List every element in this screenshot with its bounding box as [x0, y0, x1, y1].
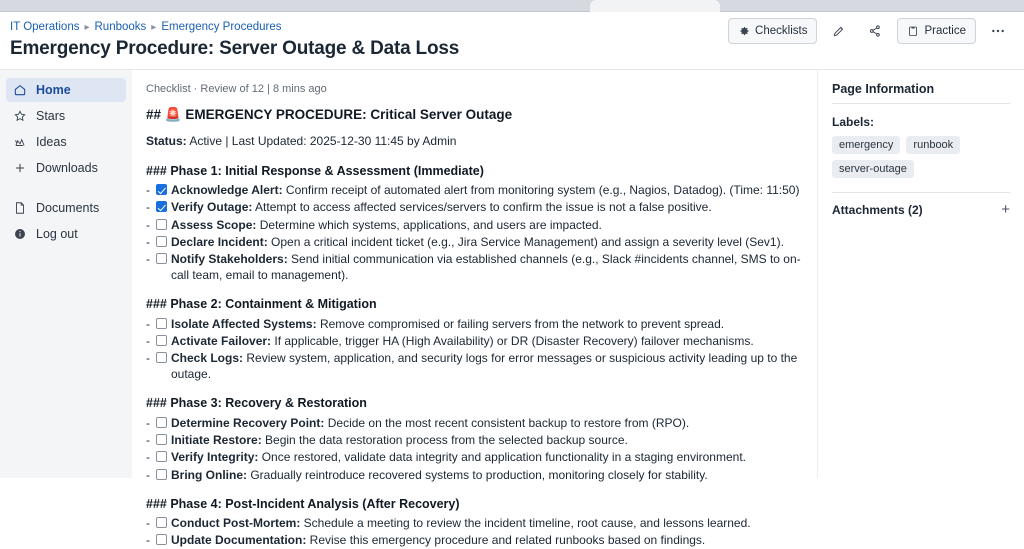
task-checkbox[interactable]	[156, 253, 167, 264]
edit-button[interactable]	[825, 18, 853, 44]
task-term: Update Documentation:	[171, 533, 306, 547]
labels-heading: Labels:	[832, 115, 1010, 129]
checklist-item[interactable]	[146, 450, 803, 466]
attachments-label: Attachments (2)	[832, 203, 923, 217]
breadcrumb-separator: ▸	[151, 22, 156, 33]
phase-section	[146, 395, 803, 483]
phase-section	[146, 496, 803, 549]
task-text	[171, 433, 803, 449]
browser-chrome-strip	[0, 0, 1024, 12]
checkbox-wrap	[156, 317, 171, 329]
task-checkbox[interactable]	[156, 335, 167, 346]
task-term: Declare Incident:	[171, 235, 268, 249]
checkbox-wrap	[156, 334, 171, 346]
bullet-dash: -	[146, 450, 156, 466]
bullet-dash: -	[146, 200, 156, 216]
task-text	[171, 416, 803, 432]
lightbulb-icon	[13, 135, 27, 149]
page-information-panel	[817, 70, 1024, 478]
gear-icon	[738, 25, 750, 37]
sidebar-item-logout[interactable]	[6, 222, 126, 246]
breadcrumb-item-1[interactable]: Runbooks	[95, 21, 147, 33]
practice-button[interactable]	[897, 18, 976, 44]
sidebar-item-label: Downloads	[36, 161, 98, 175]
bullet-dash: -	[146, 252, 156, 268]
phase-title: ### Phase 4: Post-Incident Analysis (After Recovery)	[146, 496, 803, 513]
bullet-dash: -	[146, 468, 156, 484]
checklist-item[interactable]	[146, 416, 803, 432]
checklist-item[interactable]	[146, 533, 803, 549]
page-information-title: Page Information	[832, 82, 1010, 104]
checklist-item[interactable]	[146, 516, 803, 532]
sidebar-item-ideas[interactable]	[6, 130, 126, 154]
phase-section	[146, 296, 803, 383]
page-header	[0, 12, 1024, 70]
task-desc: Revise this emergency procedure and related runbooks based on findings.	[306, 533, 705, 547]
phase-section	[146, 163, 803, 285]
bullet-dash: -	[146, 351, 156, 367]
task-text	[171, 450, 803, 466]
checklist-item[interactable]	[146, 468, 803, 484]
labels-list	[832, 136, 1010, 178]
pencil-icon	[832, 24, 846, 38]
status-value: Active | Last Updated: 2025-12-30 11:45 by Admin	[189, 134, 456, 148]
task-checkbox[interactable]	[156, 434, 167, 445]
task-text	[171, 183, 803, 199]
task-desc: Schedule a meeting to review the incident timeline, root cause, and lessons learned.	[300, 516, 750, 530]
task-term: Bring Online:	[171, 468, 247, 482]
bullet-dash: -	[146, 218, 156, 234]
checklist-item[interactable]	[146, 351, 803, 383]
browser-tab[interactable]	[590, 0, 720, 12]
task-checkbox[interactable]	[156, 236, 167, 247]
checklists-label: Checklists	[755, 25, 807, 37]
task-desc: Begin the data restoration process from the selected backup source.	[262, 433, 628, 447]
status-line	[146, 134, 803, 150]
checklist-item[interactable]	[146, 235, 803, 251]
task-text	[171, 351, 803, 383]
task-desc: Send initial communication via established channels (e.g., Slack #incidents channel, SMS to on-call team, email to management).	[171, 252, 801, 282]
task-checkbox[interactable]	[156, 219, 167, 230]
sidebar-item-documents[interactable]	[6, 196, 126, 220]
bullet-dash: -	[146, 183, 156, 199]
bullet-dash: -	[146, 334, 156, 350]
sidebar	[0, 70, 132, 478]
task-text	[171, 516, 803, 532]
checkbox-wrap	[156, 200, 171, 212]
task-term: Initiate Restore:	[171, 433, 262, 447]
task-term: Determine Recovery Point:	[171, 416, 324, 430]
task-checkbox[interactable]	[156, 517, 167, 528]
phase-title: ### Phase 3: Recovery & Restoration	[146, 395, 803, 412]
checklist-item[interactable]	[146, 252, 803, 284]
task-checkbox[interactable]	[156, 201, 167, 212]
sidebar-item-label: Documents	[36, 201, 99, 215]
task-desc: Attempt to access affected services/servers to confirm the issue is not a false positive.	[252, 200, 711, 214]
sidebar-item-downloads[interactable]	[6, 156, 126, 180]
checkbox-wrap	[156, 351, 171, 363]
page-title: Emergency Procedure: Server Outage & Data Loss	[10, 38, 459, 60]
bullet-dash: -	[146, 533, 156, 549]
add-attachment-button[interactable]: +	[1001, 202, 1010, 217]
task-text	[171, 235, 803, 251]
document-heading: ## 🚨 EMERGENCY PROCEDURE: Critical Server Outage	[146, 106, 803, 124]
checkbox-wrap	[156, 533, 171, 545]
task-term: Activate Failover:	[171, 334, 271, 348]
bullet-dash: -	[146, 317, 156, 333]
task-term: Isolate Affected Systems:	[171, 317, 317, 331]
task-term: Assess Scope:	[171, 218, 256, 232]
document-meta: Checklist · Review of 12 | 8 mins ago	[146, 82, 803, 97]
attachments-row	[832, 192, 1010, 217]
checklist-item[interactable]	[146, 334, 803, 350]
checkbox-wrap	[156, 183, 171, 195]
task-text	[171, 200, 803, 216]
task-desc: Open a critical incident ticket (e.g., Jira Service Management) and assign a severity level (Sev1).	[268, 235, 784, 249]
status-label: Status:	[146, 134, 187, 148]
breadcrumb-separator: ▸	[84, 22, 89, 33]
main-content	[132, 70, 1024, 478]
breadcrumb-item-0[interactable]: IT Operations	[10, 21, 79, 33]
task-term: Verify Outage:	[171, 200, 252, 214]
clipboard-icon	[907, 25, 919, 37]
info-icon	[13, 227, 27, 241]
checklist-item[interactable]	[146, 200, 803, 216]
task-desc: Once restored, validate data integrity and application functionality in a staging environment.	[258, 450, 746, 464]
task-text	[171, 317, 803, 333]
share-icon	[868, 24, 882, 38]
task-checkbox[interactable]	[156, 534, 167, 545]
task-text	[171, 252, 803, 284]
more-options-button[interactable]	[984, 18, 1012, 44]
bullet-dash: -	[146, 235, 156, 251]
breadcrumb	[10, 21, 282, 33]
breadcrumb-item-2[interactable]: Emergency Procedures	[161, 21, 281, 33]
checkbox-wrap	[156, 252, 171, 264]
task-term: Notify Stakeholders:	[171, 252, 288, 266]
task-checkbox[interactable]	[156, 451, 167, 462]
sidebar-item-label: Home	[36, 83, 71, 97]
sidebar-item-home[interactable]	[6, 78, 126, 102]
task-desc: Remove compromised or failing servers from the network to prevent spread.	[317, 317, 725, 331]
bullet-dash: -	[146, 433, 156, 449]
task-text	[171, 218, 803, 234]
label-chip[interactable]: emergency	[832, 136, 900, 154]
task-desc: Determine which systems, applications, and users are impacted.	[256, 218, 602, 232]
label-chip[interactable]: runbook	[906, 136, 960, 154]
sidebar-divider-gap	[0, 182, 132, 196]
checkbox-wrap	[156, 450, 171, 462]
task-desc: Gradually reintroduce recovered systems to production, monitoring closely for stability.	[247, 468, 708, 482]
plus-icon	[13, 161, 27, 175]
checkbox-wrap	[156, 218, 171, 230]
task-term: Acknowledge Alert:	[171, 183, 283, 197]
checkbox-wrap	[156, 416, 171, 428]
label-chip[interactable]: server-outage	[832, 160, 914, 178]
header-actions	[728, 18, 1012, 44]
task-checkbox[interactable]	[156, 318, 167, 329]
task-term: Verify Integrity:	[171, 450, 258, 464]
checkbox-wrap	[156, 516, 171, 528]
task-checkbox[interactable]	[156, 184, 167, 195]
task-text	[171, 468, 803, 484]
checklist-document	[132, 70, 817, 478]
checklist-item[interactable]	[146, 433, 803, 449]
checklist-item[interactable]	[146, 218, 803, 234]
checklist-item[interactable]	[146, 317, 803, 333]
sidebar-item-stars[interactable]	[6, 104, 126, 128]
task-checkbox[interactable]	[156, 352, 167, 363]
task-desc: Confirm receipt of automated alert from monitoring system (e.g., Nagios, Datadog). (Time: 11:50)	[283, 183, 800, 197]
home-icon	[13, 83, 27, 97]
share-button[interactable]	[861, 18, 889, 44]
task-text	[171, 334, 803, 350]
task-checkbox[interactable]	[156, 469, 167, 480]
task-desc: Decide on the most recent consistent backup to restore from (RPO).	[324, 416, 689, 430]
checkbox-wrap	[156, 235, 171, 247]
task-checkbox[interactable]	[156, 417, 167, 428]
bullet-dash: -	[146, 416, 156, 432]
star-icon	[13, 109, 27, 123]
phase-title: ### Phase 1: Initial Response & Assessment (Immediate)	[146, 163, 803, 180]
task-text	[171, 533, 803, 549]
task-desc: Review system, application, and security logs for error messages or suspicious activity leading up to the outage.	[171, 351, 797, 381]
task-term: Check Logs:	[171, 351, 243, 365]
task-desc: If applicable, trigger HA (High Availability) or DR (Disaster Recovery) failover mechanisms.	[271, 334, 754, 348]
checklists-button[interactable]	[728, 18, 817, 44]
checklist-item[interactable]	[146, 183, 803, 199]
bullet-dash: -	[146, 516, 156, 532]
practice-label: Practice	[924, 25, 966, 37]
sidebar-item-label: Ideas	[36, 135, 67, 149]
checkbox-wrap	[156, 433, 171, 445]
ellipsis-icon	[990, 23, 1006, 39]
sidebar-item-label: Stars	[36, 109, 65, 123]
phase-title: ### Phase 2: Containment & Mitigation	[146, 296, 803, 313]
task-term: Conduct Post-Mortem:	[171, 516, 300, 530]
sidebar-item-label: Log out	[36, 227, 78, 241]
document-icon	[13, 201, 27, 215]
checkbox-wrap	[156, 468, 171, 480]
